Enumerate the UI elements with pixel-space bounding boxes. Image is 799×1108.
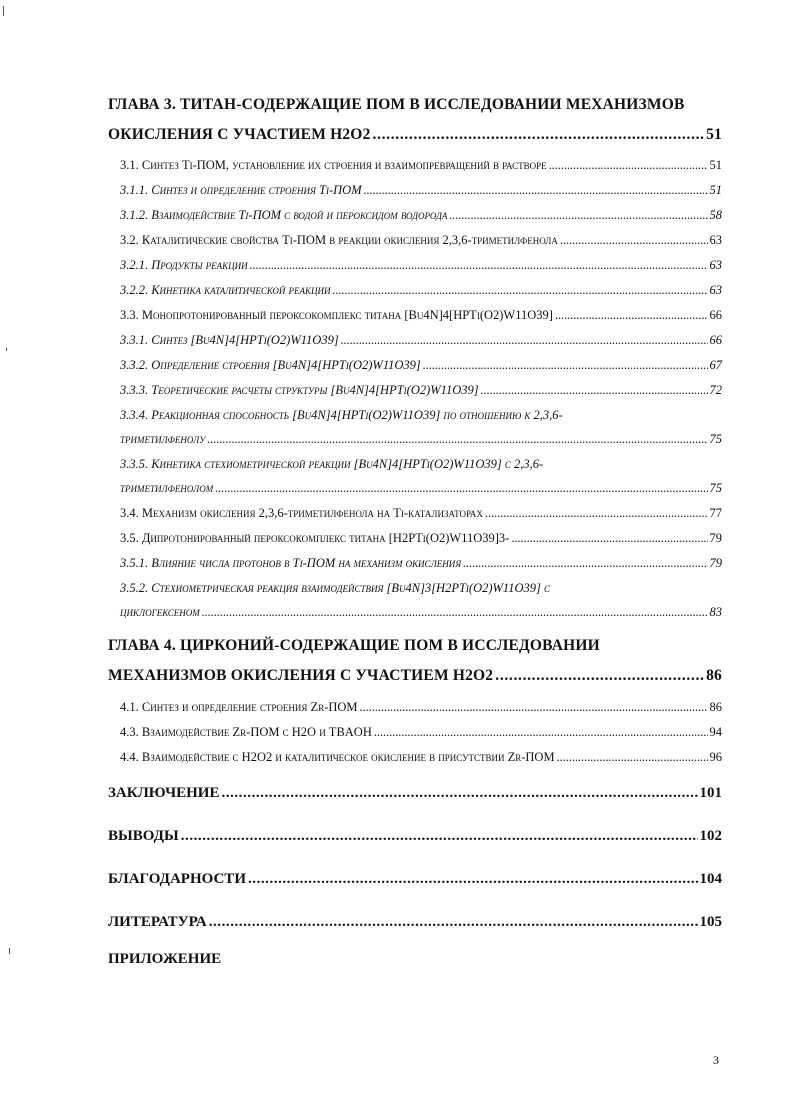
chapter-4-heading: [108, 631, 722, 691]
entry-label: 3.3.3. Теоретические расчеты структуры [Bu4N]4[HPTi(O2)W11O39]: [120, 383, 479, 397]
toc-entry-3-3-1: [120, 328, 722, 353]
dot-leader: [511, 526, 707, 551]
entry-page: 67: [709, 358, 722, 372]
entry-label: 4.1. Синтез и определение строения Zr-ПОМ: [120, 700, 358, 714]
entry-page: 63: [709, 258, 722, 272]
chapter-3-title-line1: ГЛАВА 3. ТИТАН-СОДЕРЖАЩИЕ ПОМ В ИССЛЕДОВАНИИ МЕХАНИЗМОВ: [108, 96, 685, 113]
chapter-4-title-line2: МЕХАНИЗМОВ ОКИСЛЕНИЯ С УЧАСТИЕМ H2O2: [108, 667, 494, 684]
toc-entry-3-5-1: [120, 551, 722, 576]
entry-page: 104: [699, 871, 722, 887]
chapter-3-title-line2: ОКИСЛЕНИЯ С УЧАСТИЕМ H2O2: [108, 126, 371, 143]
entry-page: 72: [709, 383, 722, 397]
entry-label-line2-row: [120, 600, 722, 625]
table-of-contents: [108, 90, 722, 974]
entry-page: 66: [709, 333, 722, 347]
dot-leader: [202, 600, 708, 625]
dot-leader: [374, 720, 708, 745]
toc-entry-3-5: [120, 526, 722, 551]
chapter-3-heading: [108, 90, 722, 150]
entry-label: 3.3.2. Определение строения [Bu4N]4[HPTi(O2)W11O39]: [120, 358, 421, 372]
dot-leader: [560, 228, 708, 253]
dot-leader: [221, 772, 697, 815]
entry-label: 3.4. Механизм окисления 2,3,6-триметилфенола на Ti-катализаторах: [120, 506, 483, 520]
entry-page: 75: [709, 432, 722, 446]
entry-page: 51: [709, 158, 722, 172]
dot-leader: [463, 551, 707, 576]
toc-acknowledgements: [108, 858, 722, 901]
dot-leader: [181, 815, 698, 858]
scan-mark: [6, 348, 7, 351]
entry-page: 101: [699, 785, 722, 801]
entry-label: 4.3. Взаимодействие Zr-ПОМ с H2O и TBAOH: [120, 725, 372, 739]
toc-entry-3-3-4: [108, 403, 722, 452]
entry-label: 3.3.1. Синтез [Bu4N]4[HPTi(O2)W11O39]: [120, 333, 339, 347]
chapter-3-page: 51: [706, 126, 722, 143]
entry-label: 3.3. Монопротонированный пероксокомплекс титана [Bu4N]4[HPTi(O2)W11O39]: [120, 308, 553, 322]
toc-entry-4-4: [120, 745, 722, 770]
toc-appendix: ПРИЛОЖЕНИЕ: [108, 951, 222, 967]
chapter-4-entries: [108, 695, 722, 770]
entry-label-line2-row: [120, 427, 722, 452]
toc-entry-3-3-2: [120, 353, 722, 378]
entry-page: 86: [709, 700, 722, 714]
toc-entry-3-4: [120, 501, 722, 526]
toc-entry-3-3-3: [120, 378, 722, 403]
toc-conclusion: [108, 772, 722, 815]
dot-leader: [373, 120, 705, 150]
toc-entry-3-1-1: [120, 178, 722, 203]
entry-label: БЛАГОДАРНОСТИ: [108, 871, 246, 887]
dot-leader: [341, 328, 708, 353]
entry-label: триметилфенолу: [120, 432, 206, 446]
entry-page: 63: [709, 283, 722, 297]
toc-references: [108, 901, 722, 944]
entry-page: 63: [709, 233, 722, 247]
scan-mark: [9, 948, 10, 954]
chapter-3-title-line2-row: [108, 120, 722, 150]
dot-leader: [215, 476, 707, 501]
toc-entry-3-2-2: [120, 278, 722, 303]
entry-page: 105: [699, 914, 722, 930]
entry-page: 79: [709, 556, 722, 570]
entry-label-line1: 3.3.4. Реакционная способность [Bu4N]4[HPTi(O2)W11O39] по отношению к 2,3,6-: [120, 408, 563, 422]
chapter-4-page: 86: [706, 667, 722, 684]
entry-label: ЗАКЛЮЧЕНИЕ: [108, 785, 220, 801]
dot-leader: [555, 303, 708, 328]
toc-entry-3-1-2: [120, 203, 722, 228]
toc-entry-3-2: [120, 228, 722, 253]
entry-label: ВЫВОДЫ: [108, 828, 179, 844]
toc-entry-3-1: [120, 153, 722, 178]
entry-page: 102: [699, 828, 722, 844]
toc-entry-3-2-1: [120, 253, 722, 278]
entry-label: 3.5.1. Влияние числа протонов в Ti-ПОМ на механизм окисления: [120, 556, 462, 570]
page-number: 3: [713, 1053, 719, 1067]
dot-leader: [209, 901, 698, 944]
chapter-3-entries: [108, 153, 722, 625]
entry-page: 77: [709, 506, 722, 520]
dot-leader: [207, 427, 707, 452]
toc-entry-3-3: [120, 303, 722, 328]
entry-page: 58: [709, 208, 722, 222]
entry-label: 3.5. Дипротонированный пероксокомплекс титана [H2PTi(O2)W11O39]3-: [120, 531, 510, 545]
dot-leader: [248, 858, 698, 901]
toc-entry-4-3: [120, 720, 722, 745]
entry-label-line2-row: [120, 476, 722, 501]
toc-entry-3-3-5: [108, 452, 722, 501]
back-matter: [108, 772, 722, 974]
entry-label: 4.4. Взаимодействие с H2O2 и каталитическое окисление в присутствии Zr-ПОМ: [120, 750, 555, 764]
toc-entry-4-1: [120, 695, 722, 720]
dot-leader: [549, 153, 708, 178]
entry-label: 3.1. Синтез Ti-ПОМ, установление их строения и взаимопревращений в растворе: [120, 158, 547, 172]
entry-page: 94: [709, 725, 722, 739]
entry-page: 83: [709, 605, 722, 619]
dot-leader: [485, 501, 708, 526]
entry-page: 51: [709, 183, 722, 197]
entry-page: 96: [709, 750, 722, 764]
dot-leader: [495, 661, 704, 691]
entry-label: 3.1.1. Синтез и определение строения Ti-ПОМ: [120, 183, 362, 197]
entry-page: 79: [709, 531, 722, 545]
entry-label: 3.2.2. Кинетика каталитической реакции: [120, 283, 331, 297]
toc-entry-3-5-2: [108, 576, 722, 625]
dot-leader: [250, 253, 708, 278]
scan-mark: [3, 6, 4, 16]
entry-label: 3.2. Каталитические свойства Ti-ПОМ в реакции окисления 2,3,6-триметилфенола: [120, 233, 558, 247]
entry-page: 75: [709, 481, 722, 495]
dot-leader: [481, 378, 708, 403]
entry-label: 3.1.2. Взаимодействие Ti-ПОМ с водой и пероксидом водорода: [120, 208, 448, 222]
entry-label: триметилфенолом: [120, 481, 214, 495]
dot-leader: [449, 203, 707, 228]
entry-label-line1: 3.3.5. Кинетика стехиометрической реакции [Bu4N]4[HPTi(O2)W11O39] с 2,3,6-: [120, 457, 544, 471]
dot-leader: [423, 353, 708, 378]
chapter-4-title-line1: ГЛАВА 4. ЦИРКОНИЙ-СОДЕРЖАЩИЕ ПОМ В ИССЛЕДОВАНИИ: [108, 637, 600, 654]
entry-label-line1: 3.5.2. Стехиометрическая реакция взаимодействия [Bu4N]3[H2PTi(O2)W11O39] с: [120, 581, 551, 595]
entry-label: циклогексеном: [120, 605, 200, 619]
dot-leader: [333, 278, 708, 303]
dot-leader: [557, 745, 708, 770]
chapter-4-title-line2-row: [108, 661, 722, 691]
toc-findings: [108, 815, 722, 858]
entry-label: ЛИТЕРАТУРА: [108, 914, 207, 930]
dot-leader: [360, 695, 708, 720]
dot-leader: [364, 178, 708, 203]
entry-page: 66: [709, 308, 722, 322]
entry-label: 3.2.1. Продукты реакции: [120, 258, 248, 272]
